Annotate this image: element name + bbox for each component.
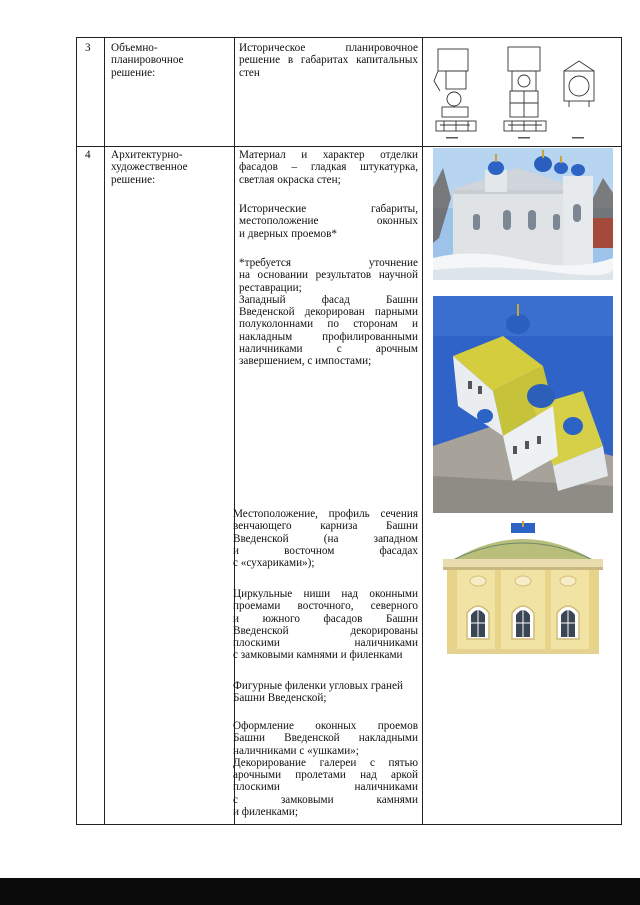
text-line: арочными пролетами над аркой — [233, 769, 418, 782]
text-line: и филенками; — [233, 806, 298, 819]
text-line: накладным профилированными — [239, 330, 418, 343]
title-line: планировочное — [111, 54, 184, 67]
text-line: полуколоннами по сторонам и — [239, 318, 418, 331]
text-line: Исторические габариты, — [239, 203, 418, 215]
row-number: 3 — [85, 42, 91, 54]
title-line: решение: — [111, 66, 156, 79]
text-line: плоскими наличниками — [233, 637, 418, 650]
row-title — [111, 149, 229, 186]
text-line: светлая окраска стен; — [239, 173, 341, 186]
text-line: Декорирование галереи с пятью — [233, 756, 418, 769]
text-line: проемами восточного, северного — [233, 600, 418, 613]
title-line: Объемно- — [111, 42, 158, 54]
tower-dome-photo — [433, 521, 613, 654]
text-line: и южного фасадов Башни — [233, 612, 418, 625]
column-divider — [422, 38, 423, 824]
row-number: 4 — [85, 149, 91, 161]
row-description — [239, 42, 418, 79]
church-aerial-svg — [433, 296, 613, 513]
scan-border — [0, 878, 640, 905]
text-line: Западный фасад Башни — [239, 293, 418, 306]
title-line: художественное — [111, 161, 188, 174]
text-line: Башни Введенской накладными — [233, 732, 418, 745]
text-line: наличниками с арочным — [239, 343, 418, 356]
text-line: и восточном фасадах — [233, 544, 418, 557]
cornice-description — [233, 508, 418, 569]
text-line: Циркульные ниши над оконными — [233, 588, 418, 600]
title-line: Архитектурно- — [111, 149, 183, 161]
panels-description — [233, 680, 418, 705]
text-line: Башни Введенской; — [233, 692, 327, 705]
text-line: реставрации; — [239, 281, 302, 294]
finish-description — [239, 149, 418, 186]
text-line: с замковыми камнями — [233, 793, 418, 806]
text-line: Местоположение, профиль сечения — [233, 508, 418, 520]
text-line: венчающего карниза Башни — [233, 520, 418, 533]
text-line: Историческое планировочное — [239, 42, 418, 54]
text-line: наличниками с «ушками»; — [233, 744, 359, 757]
text-line: Материал и характер отделки — [239, 149, 418, 161]
column-divider — [234, 38, 235, 824]
text-line: завершением, с импостами; — [239, 355, 372, 368]
text-line: на основании результатов научной — [239, 269, 418, 282]
text-line: с «сухариками»); — [233, 557, 315, 570]
text-line: Введенской декорированы — [233, 624, 418, 637]
niches-description — [233, 588, 418, 662]
tower-dome-svg — [433, 521, 613, 654]
row-divider — [77, 146, 621, 147]
text-line: Введенской декорирован парными — [239, 306, 418, 319]
text-line: с замковыми камнями и филенками — [233, 649, 403, 662]
title-line: решение: — [111, 173, 156, 186]
floor-plans-svg — [426, 41, 616, 141]
text-line: плоскими наличниками — [233, 781, 418, 794]
text-line: и дверных проемов* — [239, 227, 337, 240]
text-line: фасадов – гладкая штукатурка, — [239, 161, 418, 174]
church-winter-photo — [433, 148, 613, 280]
text-line: Введенской (на западном — [233, 532, 418, 545]
church-winter-svg — [433, 148, 613, 280]
text-line: *требуется уточнение — [239, 257, 418, 269]
text-line: Фигурные филенки угловых граней — [233, 680, 403, 692]
row-title — [111, 42, 229, 79]
openings-description — [239, 203, 418, 240]
column-divider — [104, 38, 105, 824]
window-decor-description — [233, 720, 418, 818]
church-aerial-photo — [433, 296, 613, 513]
text-line: местоположение оконных — [239, 215, 418, 228]
text-line: стен — [239, 66, 260, 79]
text-line: Оформление оконных проемов — [233, 720, 418, 732]
text-line: решение в габаритах капитальных — [239, 54, 418, 67]
west-facade-description — [239, 257, 418, 368]
floor-plans-drawing — [426, 41, 616, 141]
